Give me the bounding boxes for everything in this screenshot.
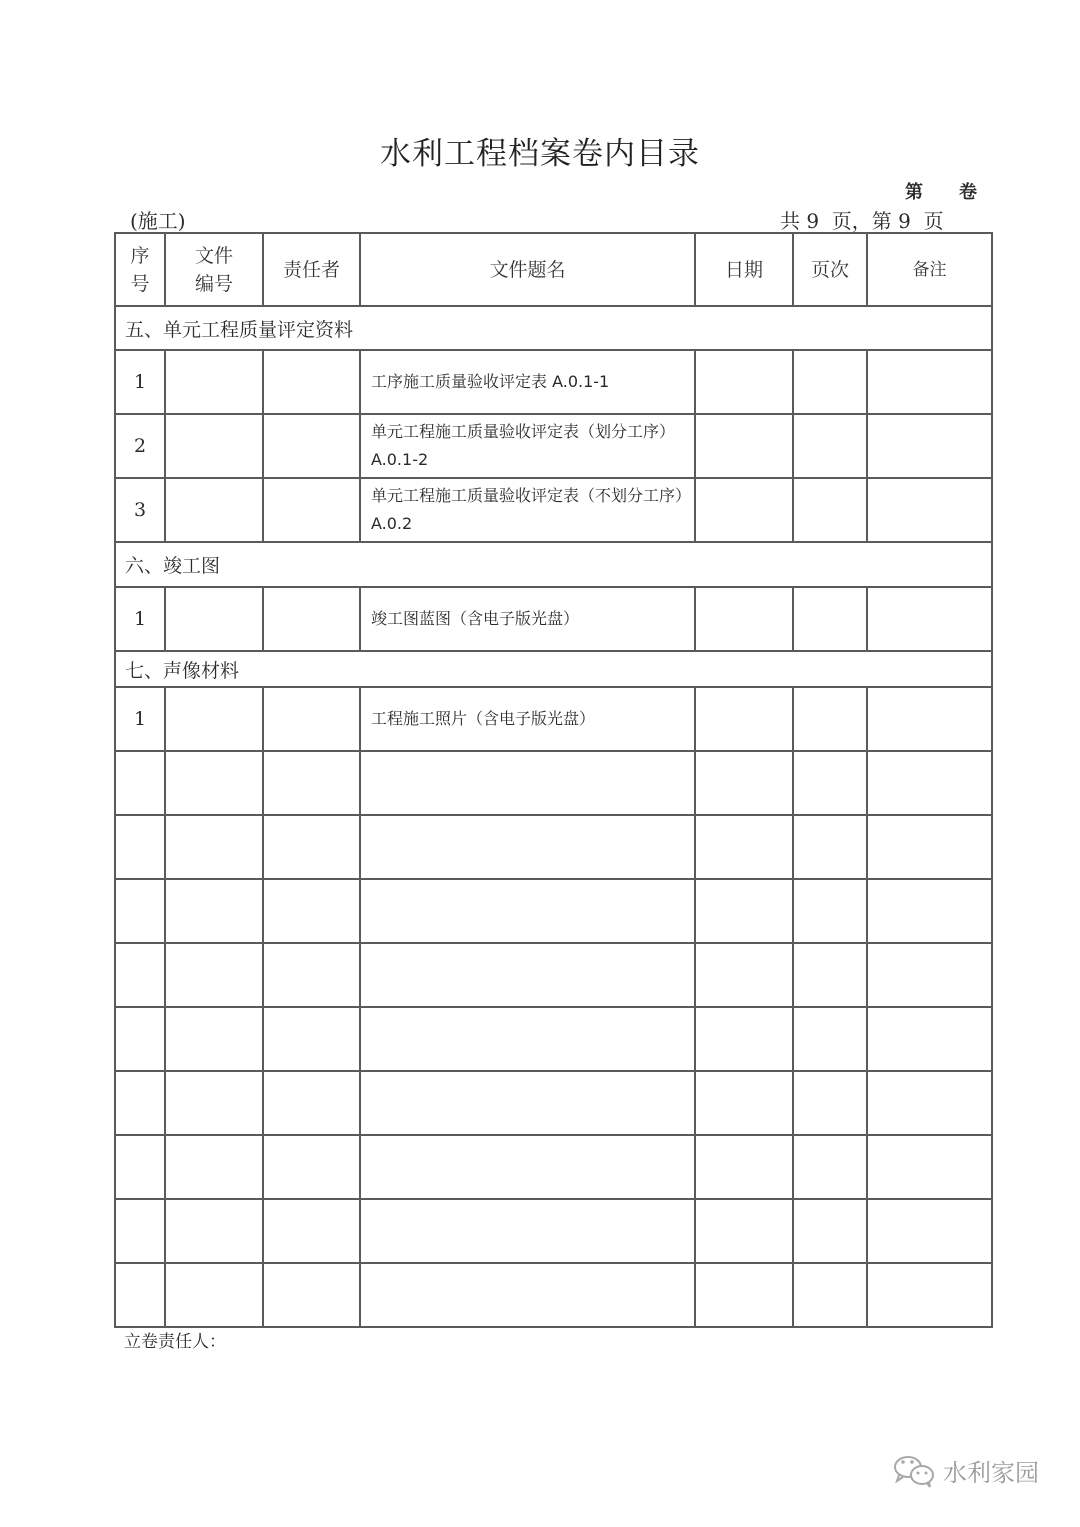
cell-page: [793, 879, 867, 943]
header-date: 日期: [695, 233, 793, 306]
cell-remarks: [867, 943, 992, 1007]
cell-responsible: [263, 687, 360, 751]
cell-page: [793, 414, 867, 478]
cell-responsible: [263, 815, 360, 879]
cell-date: [695, 815, 793, 879]
cell-date: [695, 687, 793, 751]
cell-file-number: [165, 414, 263, 478]
cell-date: [695, 1135, 793, 1199]
cell-seq: 1: [115, 350, 165, 414]
header-file-title: 文件题名: [360, 233, 695, 306]
cell-file-title: [360, 1071, 695, 1135]
cell-file-title: 工程施工照片（含电子版光盘）: [360, 687, 695, 751]
cell-remarks: [867, 478, 992, 542]
cell-responsible: [263, 1263, 360, 1327]
cell-seq: [115, 943, 165, 1007]
cell-file-title: [360, 751, 695, 815]
cell-file-number: [165, 1135, 263, 1199]
cell-file-number: [165, 478, 263, 542]
cell-file-title: 单元工程施工质量验收评定表（不划分工序）A.0.2: [360, 478, 695, 542]
cell-remarks: [867, 687, 992, 751]
cell-file-title: [360, 943, 695, 1007]
cell-file-number: [165, 350, 263, 414]
cell-responsible: [263, 350, 360, 414]
wechat-icon: [893, 1454, 937, 1488]
cell-remarks: [867, 414, 992, 478]
cell-page: [793, 478, 867, 542]
cell-responsible: [263, 751, 360, 815]
cell-responsible: [263, 879, 360, 943]
cell-remarks: [867, 1135, 992, 1199]
blank-table-row: [115, 815, 992, 879]
cell-seq: 1: [115, 587, 165, 651]
volume-label: [905, 178, 977, 204]
cell-page: [793, 1199, 867, 1263]
cell-file-title: 竣工图蓝图（含电子版光盘）: [360, 587, 695, 651]
volume-label-juan: 卷: [959, 182, 977, 203]
cell-date: [695, 587, 793, 651]
header-responsible: 责任者: [263, 233, 360, 306]
cell-file-title: 工序施工质量验收评定表 A.0.1-1: [360, 350, 695, 414]
cell-remarks: [867, 1199, 992, 1263]
blank-table-row: [115, 943, 992, 1007]
cell-remarks: [867, 350, 992, 414]
cell-remarks: [867, 587, 992, 651]
cell-seq: [115, 1135, 165, 1199]
cell-date: [695, 350, 793, 414]
blank-table-row: [115, 1199, 992, 1263]
cell-remarks: [867, 1263, 992, 1327]
watermark: [893, 1453, 1039, 1488]
page-info: 共 9 页，第 9 页: [780, 209, 944, 233]
cell-remarks: [867, 1071, 992, 1135]
cell-seq: [115, 879, 165, 943]
cell-remarks: [867, 1007, 992, 1071]
cell-page: [793, 943, 867, 1007]
blank-table-row: [115, 1071, 992, 1135]
table-row: [115, 478, 992, 542]
cell-date: [695, 414, 793, 478]
category-label: (施工): [130, 209, 186, 233]
cell-remarks: [867, 879, 992, 943]
blank-table-row: [115, 751, 992, 815]
table-row: [115, 414, 992, 478]
table-row: [115, 587, 992, 651]
table-row: [115, 687, 992, 751]
cell-file-title: [360, 1263, 695, 1327]
header-seq: 序 号: [115, 233, 165, 306]
cell-date: [695, 478, 793, 542]
header-remarks: 备注: [867, 233, 992, 306]
volume-responsible-label: 立卷责任人：: [124, 1332, 226, 1352]
cell-responsible: [263, 943, 360, 1007]
cell-date: [695, 1007, 793, 1071]
cell-file-title: [360, 1199, 695, 1263]
section-row: [115, 651, 992, 687]
table-header-row: [115, 233, 992, 306]
cell-file-number: [165, 1199, 263, 1263]
cell-responsible: [263, 414, 360, 478]
cell-responsible: [263, 1007, 360, 1071]
cell-date: [695, 1263, 793, 1327]
cell-file-title: [360, 1007, 695, 1071]
cell-file-number: [165, 815, 263, 879]
header-file-number: 文件 编号: [165, 233, 263, 306]
table-row: [115, 350, 992, 414]
volume-label-di: 第: [905, 182, 923, 203]
cell-seq: [115, 1263, 165, 1327]
cell-file-title: [360, 815, 695, 879]
cell-page: [793, 1263, 867, 1327]
cell-seq: [115, 751, 165, 815]
catalog-table: [114, 232, 993, 1328]
blank-table-row: [115, 1263, 992, 1327]
cell-file-title: [360, 879, 695, 943]
cell-seq: [115, 1199, 165, 1263]
header-page: 页次: [793, 233, 867, 306]
cell-file-number: [165, 1007, 263, 1071]
cell-date: [695, 1199, 793, 1263]
blank-table-row: [115, 1135, 992, 1199]
cell-responsible: [263, 1135, 360, 1199]
cell-file-number: [165, 587, 263, 651]
cell-remarks: [867, 815, 992, 879]
section-heading: 五、单元工程质量评定资料: [115, 306, 992, 350]
section-row: [115, 542, 992, 587]
cell-seq: [115, 1007, 165, 1071]
blank-table-row: [115, 879, 992, 943]
cell-page: [793, 1071, 867, 1135]
cell-date: [695, 751, 793, 815]
cell-responsible: [263, 1199, 360, 1263]
cell-page: [793, 751, 867, 815]
cell-responsible: [263, 587, 360, 651]
cell-file-title: 单元工程施工质量验收评定表（划分工序）A.0.1-2: [360, 414, 695, 478]
cell-file-number: [165, 1263, 263, 1327]
cell-responsible: [263, 1071, 360, 1135]
cell-seq: 1: [115, 687, 165, 751]
cell-page: [793, 1007, 867, 1071]
cell-file-number: [165, 943, 263, 1007]
section-heading: 七、声像材料: [115, 651, 992, 687]
cell-date: [695, 943, 793, 1007]
cell-date: [695, 879, 793, 943]
section-row: [115, 306, 992, 350]
section-heading: 六、竣工图: [115, 542, 992, 587]
cell-remarks: [867, 751, 992, 815]
watermark-text: 水利家园: [943, 1459, 1039, 1487]
cell-page: [793, 1135, 867, 1199]
cell-file-number: [165, 1071, 263, 1135]
cell-page: [793, 815, 867, 879]
cell-page: [793, 587, 867, 651]
cell-date: [695, 1071, 793, 1135]
cell-page: [793, 350, 867, 414]
cell-seq: 3: [115, 478, 165, 542]
cell-file-number: [165, 687, 263, 751]
cell-file-title: [360, 1135, 695, 1199]
cell-page: [793, 687, 867, 751]
cell-seq: [115, 815, 165, 879]
cell-responsible: [263, 478, 360, 542]
cell-seq: [115, 1071, 165, 1135]
document-title: 水利工程档案卷内目录: [380, 136, 700, 172]
blank-table-row: [115, 1007, 992, 1071]
cell-file-number: [165, 879, 263, 943]
cell-file-number: [165, 751, 263, 815]
cell-seq: 2: [115, 414, 165, 478]
